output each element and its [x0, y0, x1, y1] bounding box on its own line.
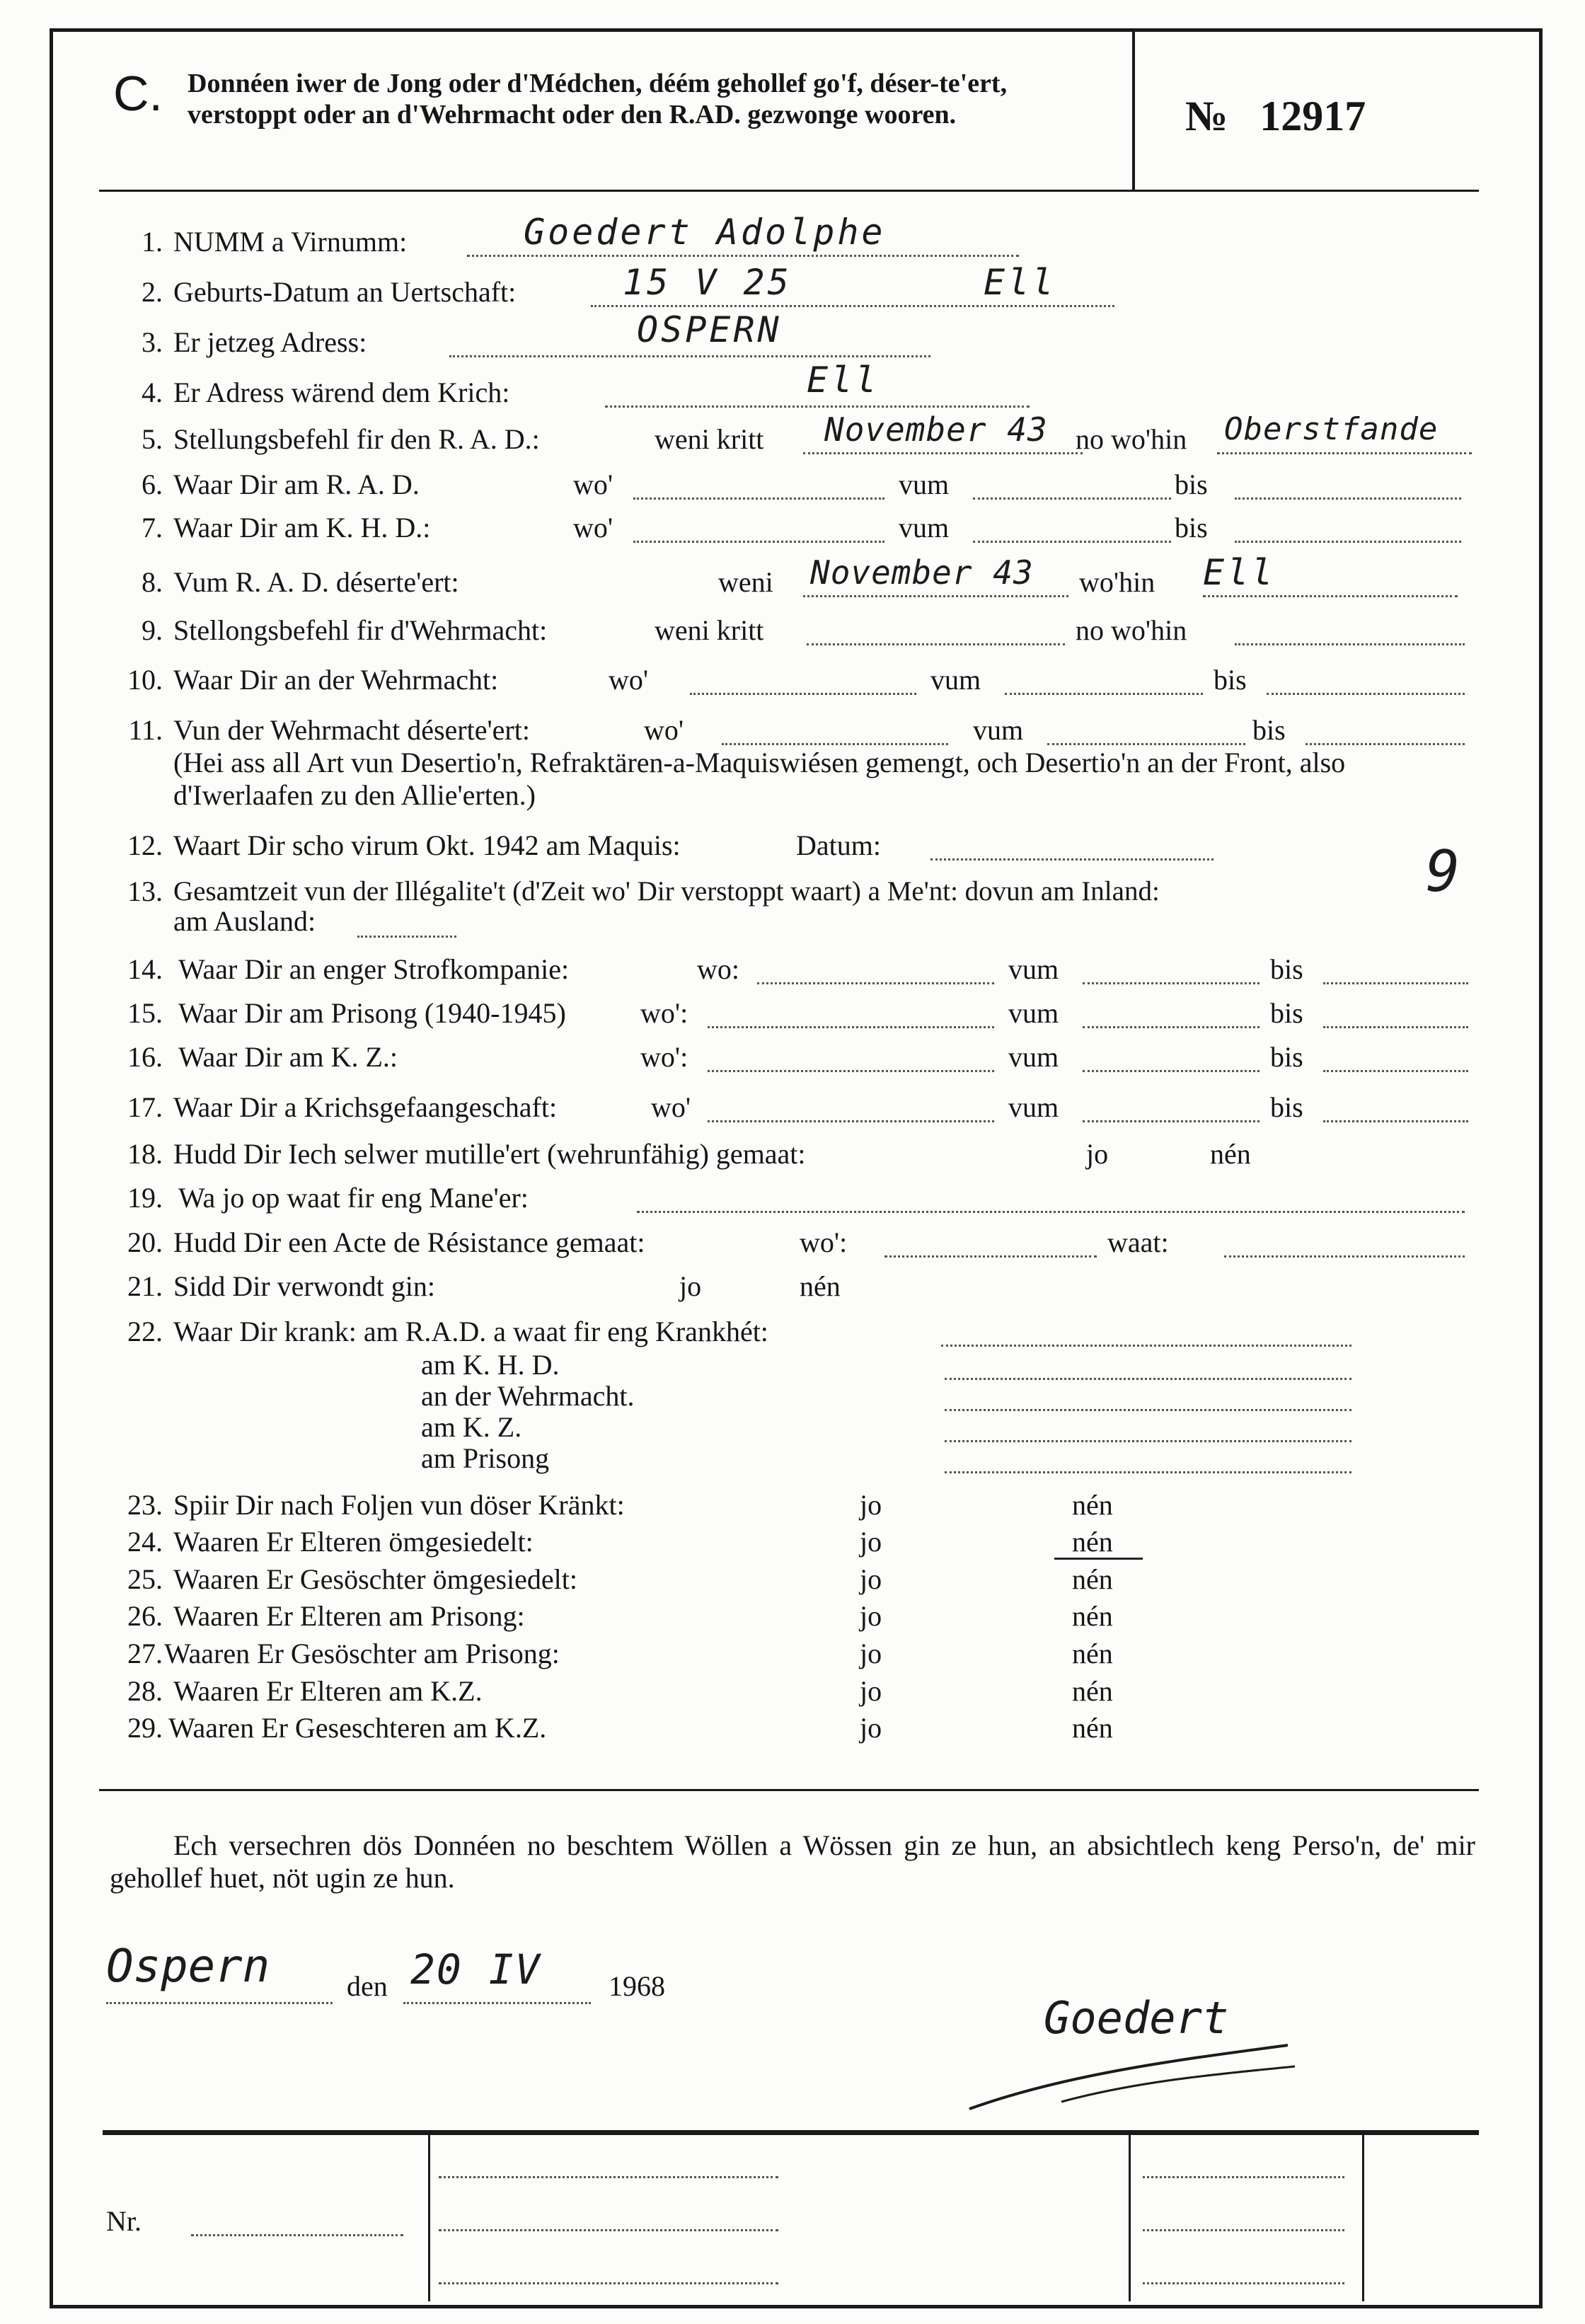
form-title: Donnéen iwer de Jong oder d'Médchen, déém gehollef go'f, déser-te'ert, verstoppt oder an d'Wehrmacht oder den R.AD. gezwonge wooren.: [188, 69, 1008, 130]
header-rule: [99, 190, 1479, 192]
field-label: NUMM a Virnumm:: [173, 226, 408, 258]
form-number: № 12917: [1185, 93, 1366, 139]
handwritten-birthdate: 15 V 25: [623, 262, 792, 303]
footer-rule: [103, 2130, 1479, 2135]
handwritten-desertion-date: November 43: [810, 553, 1034, 592]
table-divider: [428, 2135, 430, 2301]
handwritten-war-address: Ell: [807, 359, 880, 401]
section-rule: [99, 1789, 1479, 1791]
handwritten-birthplace: Ell: [984, 262, 1056, 303]
answer-underline: [1054, 1558, 1143, 1560]
section-letter: C.: [113, 66, 163, 121]
table-divider: [1129, 2135, 1131, 2301]
handwritten-rad-date: November 43: [824, 410, 1048, 449]
header-divider: [1132, 31, 1135, 190]
signature-flourish: [955, 2024, 1309, 2123]
handwritten-desertion-place: Ell: [1203, 552, 1276, 593]
signature: Goedert: [1044, 1992, 1229, 2044]
handwritten-address: OSPERN: [637, 309, 782, 350]
handwritten-place: Ospern: [106, 1940, 270, 1993]
table-divider: [1362, 2135, 1364, 2301]
desertion-note: (Hei ass all Art vun Desertio'n, Refraktären-a-Maquiswiésen gemengt, och Desertio'n an der Front, also d'Iwerlaafen zu den Allie'erten.): [173, 747, 1346, 811]
declaration-text: Ech versechren dös Donnéen no beschtem Wöllen a Wössen gin ze hun, an absichtlech keng Perso'n, de' mir gehollef huet, nöt ugin ze hun.: [110, 1829, 1475, 1894]
handwritten-name: Goedert Adolphe: [524, 212, 886, 253]
handwritten-date: 20 IV: [410, 1945, 541, 1994]
handwritten-months-inland: 9: [1426, 839, 1463, 904]
handwritten-rad-place: Oberstfande: [1224, 411, 1439, 447]
